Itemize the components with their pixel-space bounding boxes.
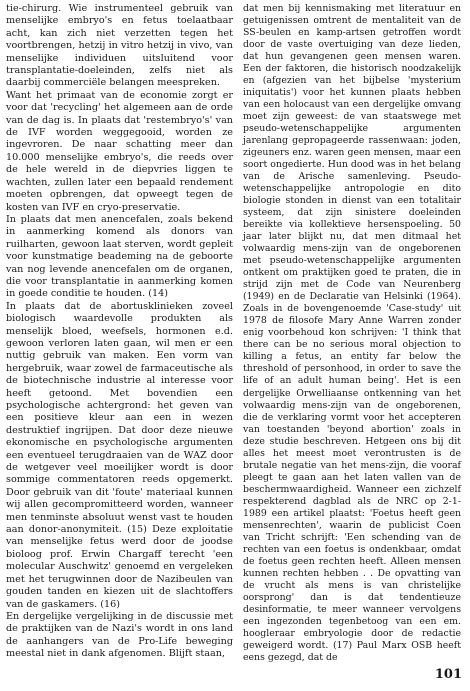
- paragraph: En dergelijke vergelijking in de discussie met de praktijken van de Nazi's wordt in ons land de aanhangers van de Pro-Life beweging meestal niet in dank afgenomen. Blijft staan,: [6, 610, 233, 660]
- right-text-column: [243, 3, 461, 664]
- paragraph: In plaats dat de abortusklinieken zoveel biologisch waardevolle produkten als menselijk bloed, weefsels, hormonen e.d. gewoon verloren laten gaan, wil men er een nuttig gebruik van maken. Een vorm van hergebruik, waar zowel de farmaceutische als de biotechnische industrie al interesse voor heeft getoond. Met bovendien een psychologische achtergrond: het geven van een positieve kleur aan een in wezen destruktief ingrijpen. Dat door deze nieuwe ekonomische en psychologische argumenten een eventueel terugdraaien van de WAZ door de wetgever veel moeilijker wordt is door sommige commentatoren reeds opgemerkt. Door gebruik van dit 'foute' materiaal kunnen wij allen gecompromitteerd worden, wanneer men tenminste absoluut wenst vast te houden aan donor-anonymiteit. (15) Deze exploitatie van menselijke fetus werd door de joodse bioloog prof. Erwin Chargaff terecht 'een molecular Auschwitz' genoemd en vergeleken met het terugwinnen door de Nazibeulen van gouden tanden en kiezen uit de slachtoffers van de gaskamers. (16): [6, 300, 233, 610]
- left-text-column: [6, 3, 233, 661]
- page-number: 101: [434, 667, 462, 682]
- paragraph: tie-chirurg. Wie instrumenteel gebruik van menselijke embryo's en fetus toelaatbaar acht, kan zich niet verzetten tegen het voortbrengen, hetzij in vitro hetzij in vivo, van menselijke individuen uitsluitend voor transplantatie-doeleinden, zelfs niet als daarbij commerciële belangen meespreken.: [6, 3, 233, 89]
- paragraph: dat men bij kennismaking met literatuur en getuigenissen omtrent de mentaliteit van de SS-beulen en kamp-artsen getroffen wordt door de vaste overtuiging van deze lieden, dat hun gevangenen geen mensen waren. Een der faktoren, die historisch noodzakelijk en (afgezien van het bijbelse 'mysterium iniquitatis') voor het kunnen plaats hebben van een holocaust van een dergelijke omvang moet zijn geweest: de van staatswege met pseudo-wetenschappelijke argumenten jarenlang gepropageerde rassenwaan: joden, zigeuners enz. waren geen mensen, maar een soort ongediertе. Hun dood was in het belang van de Arische samenleving. Pseudo-wetenschappelijke antropologie en dito biologie stonden in dienst van een totalitair systeem, dat zijn sinistere doeleinden bereikte via kollektieve hersenspoeling. 50 jaar later blijkt nu, dat men ditmaal het volwaardig mens-zijn van de ongeborenen met pseudo-wetenschappelijke argumenten ontkent om praktijken goed te praten, die in strijd zijn met de Code van Neurenberg (1949) en de Declaratie van Helsinki (1964). Zoals in de bovengenoemde 'Case-study' uit 1978 de filosofe Mary Anne Warren zonder enig voorbehoud kon schrijven: 'I think that there can be no serious moral objection to killing a fetus, an entity far below the threshold of personhood, in order to save the life of an adult human being'. Het is een dergelijke Orwelliaanse ontkenning van het volwaardig mens-zijn van de ongeborenen, die de verklaring vormt voor het accepteren van toestanden 'beyond abortion' zoals in deze studie beschreven. Hetgeen ons bij dit alles het meest moet verontrusten is de brutale negatie van het mens-zijn, die vooraf pleegt te gaan aan het laten vallen van de beschermwaardigheid. Wanneer een zichzelf respekterend dagblad als de NRC op 2-1-1989 een artikel plaatst: 'Foetus heeft geen mensenrechten', waarin de publicist Coen van Tricht schrijft: 'Een schending van de rechten van een foetus is ondenkbaar, omdat de foetus geen rechten heeft. Alleen mensen kunnen rechten hebben . . De opvatting van de vrucht als mens is van christelijke oorsprong' dan is dat tendentieuze desinformatie, te meer wanneer vervolgens een ingezonden tegenbetoog van een em. hoogleraar embryologie door de redactie geweigerd wordt. (17) Paul Marx OSB heeft eens gezegd, dat de: [243, 3, 461, 663]
- paragraph: In plaats dat men anencefalen, zoals bekend in aanmerking komend als donors van ruilharten, gewoon laat sterven, wordt gepleit voor kunstmatige beademing na de geboorte van nog levende anencefalen om de organen, die voor transplantatie in aanmerking komen in goede conditie te houden. (14): [6, 213, 233, 300]
- paragraph: Want het primaat van de economie zorgt er voor dat 'recycling' het algemeen aan de orde van de dag is. In plaats dat 'restembryo's' van de IVF worden weggegooid, worden ze ingevroren. De naar schatting meer dan 10.000 menselijke embryo's, die reeds over de hele wereld in de diepvries liggen te wachten, zullen later een bepaald rendement moeten opbrengen, dat opweegt tegen de kosten van IVF en cryo-preservatie.: [6, 89, 233, 213]
